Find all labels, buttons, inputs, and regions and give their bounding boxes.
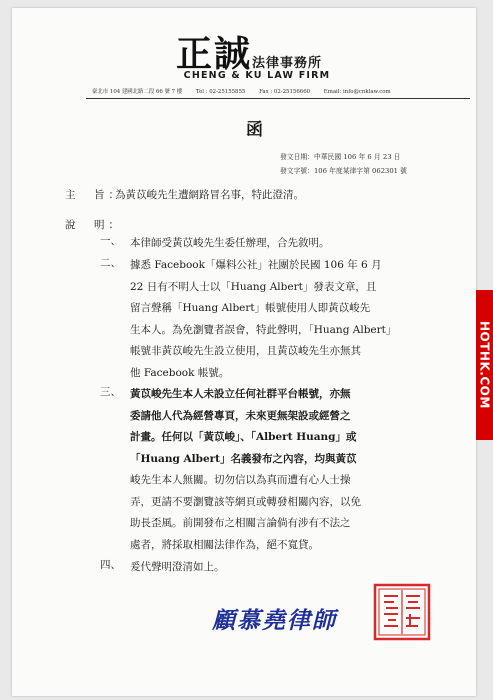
site-watermark [476, 290, 493, 440]
watermark-text: HOTHK.COM [477, 321, 492, 409]
item-2 [100, 255, 460, 384]
reference-number: 發文字號：106 年度某律字第 062301 號 [280, 167, 407, 175]
item-line: 助長歪風。前開發布之相關言論倘有涉有不法之 [130, 517, 351, 529]
item-line: 本律師受黃苡峻先生委任辦理，合先敘明。 [130, 237, 330, 249]
item-line: 他 Facebook 帳號。 [130, 366, 230, 379]
item-number: 二、 [100, 257, 121, 269]
item-line: 處者，將採取相關法律作為，絕不寬貸。 [130, 538, 319, 551]
header-divider [86, 98, 470, 99]
subject-line [65, 187, 304, 202]
lawyer-signature: 顧慕堯律師 [212, 607, 337, 634]
subject-text: 為黃苡峻先生遭網路冒名事，特此澄清。 [115, 189, 304, 201]
item-line: 峻先生本人無關。切勿信以為真而遭有心人士操 [130, 474, 351, 486]
red-seal-stamp [372, 582, 432, 642]
item-line: 據悉 Facebook「爆料公社」社團於民國 106 年 6 月 [130, 259, 382, 271]
firm-name-chinese: 法律事務所 [252, 56, 323, 71]
explanation-label: 說 明： [65, 219, 123, 231]
item-line: 委請他人代為經營專頁，未來更無架設或經營之 [130, 409, 351, 422]
item-line: 計畫。任何以「黃苡峻」、「Albert Huang」或 [130, 431, 357, 443]
item-line: 22 日有不明人士以「Huang Albert」發表文章，且 [130, 280, 377, 293]
firm-fax: Fax : 02-25156660 [259, 89, 311, 95]
item-number: 三、 [100, 386, 121, 398]
firm-address: 臺北市 104 建國北路二段 66 號 7 樓 [92, 89, 183, 95]
firm-name-english: CHENG & KU LAW FIRM [183, 70, 331, 81]
item-number: 四、 [100, 559, 121, 571]
item-line: 帳號非黃苡峻先生設立使用，且黃苡峻先生亦無其 [130, 345, 361, 357]
firm-logo: 正誠 [176, 33, 253, 75]
item-1 [100, 233, 460, 255]
item-line: 留言聲稱「Huang Albert」帳號使用人即黃苡峻先 [130, 302, 371, 314]
item-number: 一、 [100, 235, 121, 247]
issue-date: 發文日期：中華民國 106 年 6 月 23 日 [280, 153, 401, 161]
item-3 [100, 384, 460, 556]
item-4 [100, 557, 460, 579]
document-title: 函 [246, 120, 263, 140]
letter-page [12, 8, 476, 696]
firm-contact-line [92, 87, 472, 95]
firm-tel: Tel : 02-25155855 [195, 89, 246, 95]
subject-label: 主 旨： [65, 189, 123, 201]
item-line: 生本人。為免瀏覽者誤會，特此聲明，「Huang Albert」 [130, 323, 397, 336]
item-line: 黃苡峻先生本人未設立任何社群平台帳號，亦無 [130, 388, 351, 400]
firm-email: Email: info@cnklaw.com [323, 89, 391, 95]
item-line: 弄，更請不要瀏覽該等網頁或轉發相關內容，以免 [130, 495, 361, 508]
item-line: 「Huang Albert」名義發布之內容，均與黃苡 [130, 452, 357, 465]
item-line: 爰代聲明澄清如上。 [130, 561, 225, 573]
